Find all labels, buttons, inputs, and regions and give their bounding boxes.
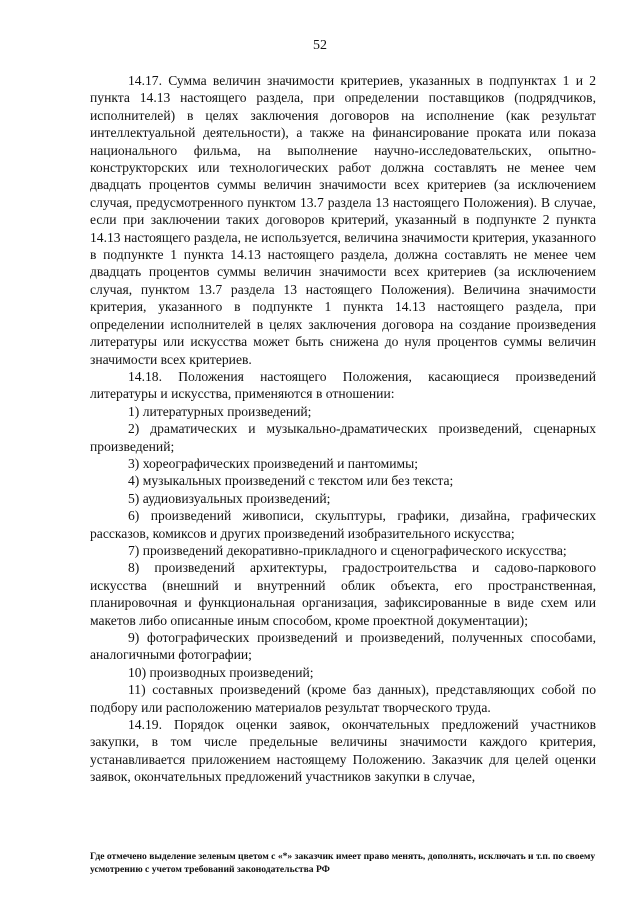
list-item-2: 2) драматических и музыкально-драматических произведений, сценарных произведений; [90,421,596,454]
document-body [90,72,596,786]
paragraph-14-19: 14.19. Порядок оценки заявок, окончательных предложений участников закупки, в том числе предельные величины значимости каждого критерия, устанавливается приложением настоящему Положению. Заказчик для целей оценки заявок, окончательных предложений участников закупки в случае, [90,717,596,785]
list-item-1: 1) литературных произведений; [128,403,312,419]
footnote: Где отмечено выделение зеленым цветом с «*» заказчик имеет право менять, дополнять, исключать и т.п. по своему усмотрению с учетом требований законодательства РФ [90,851,596,875]
list-item-9: 9) фотографических произведений и произведений, полученных способами, аналогичными фотографии; [90,630,596,663]
list-item-4: 4) музыкальных произведений с текстом или без текста; [128,473,454,489]
list-item-7: 7) произведений декоративно-прикладного и сценографического искусства; [128,542,567,558]
page-number: 52 [313,38,327,53]
list-item-11: 11) составных произведений (кроме баз данных), представляющих собой по подбору или расположению материалов результат творческого труда. [90,682,596,715]
list-item-3: 3) хореографических произведений и пантомимы; [128,455,419,471]
list-item-5: 5) аудиовизуальных произведений; [128,490,331,506]
list-item-10: 10) производных произведений; [128,664,314,680]
paragraph-14-17: 14.17. Сумма величин значимости критериев, указанных в подпунктах 1 и 2 пункта 14.13 настоящего раздела, при определении поставщиков (подрядчиков, исполнителей) в целях заключения договоров на исполнение (как результат интеллектуальной деятельности), а также на финансирование проката или показа национального фильма, на выполнение научно-исследовательских, опытно-конструкторских или технологических работ должна составлять не менее чем двадцать процентов суммы величин значимости всех критериев (за исключением случая, предусмотренного пунктом 13.7 раздела 13 настоящего Положения). В случае, если при заключении таких договоров критерий, указанный в подпункте 2 пункта 14.13 настоящего раздела, не используется, величина значимости критерия, указанного в подпункте 1 пункта 14.13 настоящего раздела, должна составлять не менее чем двадцать процентов суммы величин значимости всех критериев (за исключением случая, пунктом 13.7 раздела 13 настоящего Положения). Величина значимости критерия, указанного в подпункте 1 пункта 14.13 настоящего раздела, при определении исполнителей в целях заключения договора на создание произведения литературы или искусства может быть снижена до нуля процентов суммы величин значимости всех критериев. [90,73,596,367]
list-item-8: 8) произведений архитектуры, градостроительства и садово-паркового искусства (внешний и внутренний облик объекта, его пространственная, планировочная и функциональная организация, зафиксированные в виде схем или макетов либо описанные иным способом, кроме проектной документации); [90,560,596,628]
list-item-6: 6) произведений живописи, скульптуры, графики, дизайна, графических рассказов, комиксов и других произведений изобразительного искусства; [90,508,596,541]
paragraph-14-18: 14.18. Положения настоящего Положения, касающиеся произведений литературы и искусства, применяются в отношении: [90,368,596,402]
